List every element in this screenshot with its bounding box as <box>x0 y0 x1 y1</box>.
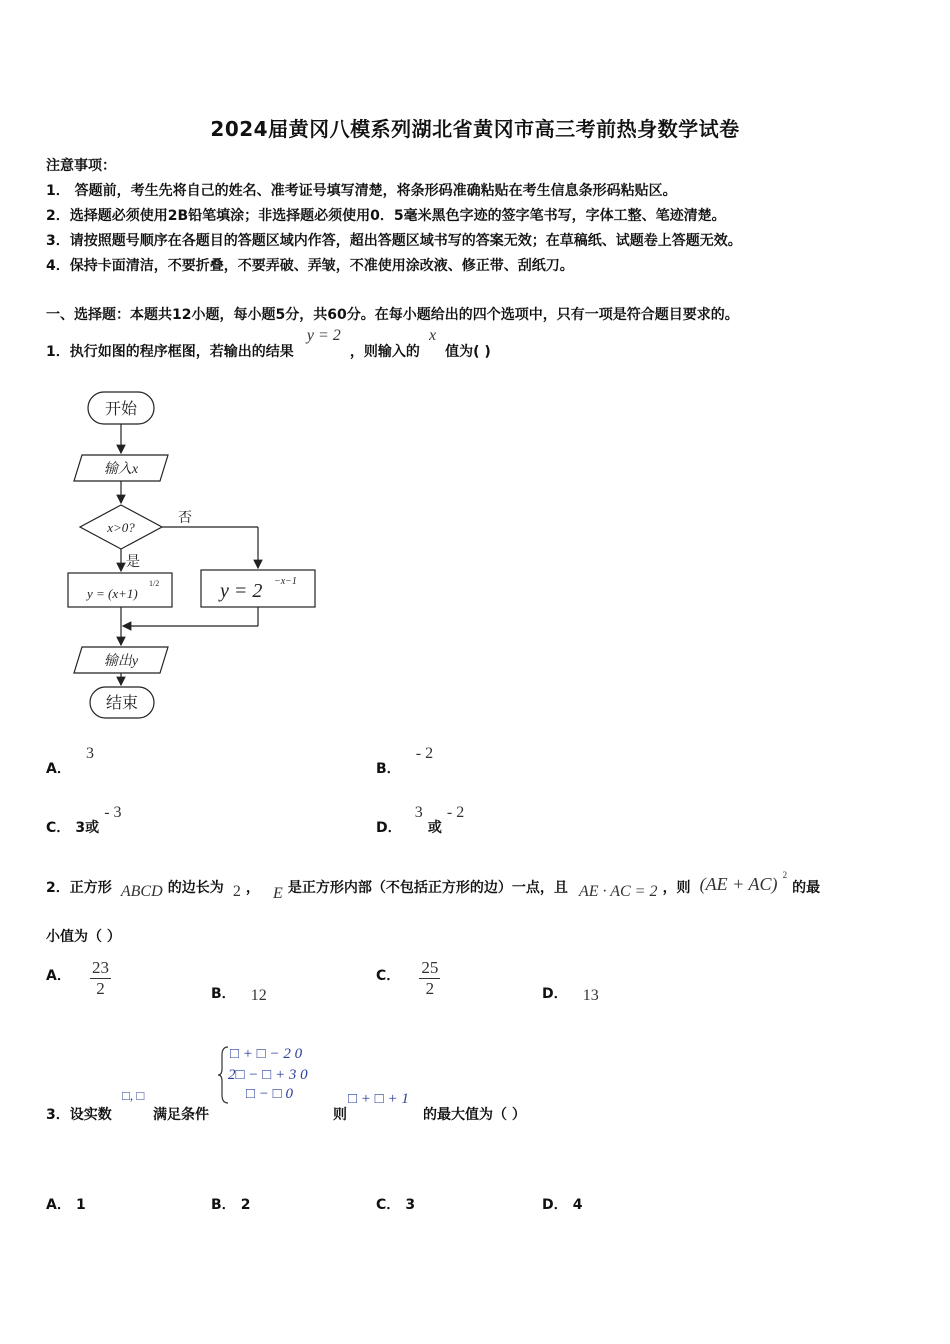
page-title: 2024届黄冈八模系列湖北省黄冈市高三考前热身数学试卷 <box>210 117 740 141</box>
q3-option-a-value: 1 <box>75 1197 86 1213</box>
q1-text-a: 1．执行如图的程序框图，若输出的结果 <box>46 344 294 360</box>
q3-text-b: 满足条件 <box>153 1107 209 1123</box>
q1-option-c[interactable] <box>46 802 122 836</box>
q2-option-b-value: 12 <box>250 987 267 1004</box>
notice-item-2: 2．选择题必须使用2B铅笔填涂；非选择题必须使用0．5毫米黑色字迹的签字笔书写，字体工整、笔迹清楚。 <box>46 208 726 224</box>
q1-option-a-label: A． <box>46 761 71 777</box>
notice-heading: 注意事项： <box>46 158 116 174</box>
q3-option-c-value: 3 <box>405 1197 416 1213</box>
q1-math-y: y = 2 <box>306 327 341 344</box>
flow-end-label: 结束 <box>105 695 139 712</box>
q2-option-b[interactable] <box>211 983 267 1003</box>
q2-option-c-denominator: 2 <box>425 979 435 998</box>
q2-text-d: 是正方形内部（不包括正方形的边）一点，且 <box>287 880 568 896</box>
flow-left-exponent: 1/2 <box>149 579 160 588</box>
q2-text-b: 的边长为 <box>167 880 224 896</box>
q2-text-continued: 小值为（ ） <box>46 929 121 945</box>
q3-option-c[interactable] <box>376 1194 415 1214</box>
q3-option-c-label: C． <box>376 1197 401 1213</box>
flow-decision-label: x>0? <box>107 520 135 535</box>
q3-option-a[interactable] <box>46 1194 86 1214</box>
notice-item-3: 3．请按照题号顺序在各题目的答题区域内作答，超出答题区域书写的答案无效；在草稿纸、试题卷上答题无效。 <box>46 233 742 249</box>
flow-right-exponent: −x−1 <box>274 576 297 587</box>
q2-math-square: 2 <box>782 870 788 880</box>
flow-left-formula: y = (x+1) <box>87 586 138 601</box>
q2-option-c-fraction <box>419 958 440 999</box>
q3-option-b-label: B． <box>211 1197 236 1213</box>
q1-option-c-extra: - 3 <box>104 804 122 821</box>
q2-option-d[interactable] <box>542 983 599 1003</box>
q3-system-line-3: □ − □ 0 <box>246 1086 293 1102</box>
q1-text-c: 值为( ) <box>445 344 491 360</box>
q2-option-d-value: 13 <box>582 987 599 1004</box>
q2-math-2: 2 <box>232 883 241 900</box>
q2-option-c-label: C． <box>376 968 401 984</box>
flow-input-label: 输入x <box>103 462 139 477</box>
q3-option-a-label: A． <box>46 1197 71 1213</box>
q2-option-a-numerator: 23 <box>91 958 109 977</box>
q1-math-x: x <box>428 327 437 344</box>
q2-option-a-denominator: 2 <box>96 979 105 998</box>
flow-start-label: 开始 <box>104 401 138 418</box>
q3-text-a: 3．设实数 <box>46 1107 112 1123</box>
q2-option-a-label: A． <box>46 968 71 984</box>
question-1-stem <box>46 325 491 360</box>
q2-math-abcd: ABCD <box>120 883 163 900</box>
flow-yes-label: 是 <box>126 555 140 570</box>
q2-option-c[interactable] <box>376 958 440 999</box>
q3-objective: □ + □ + 1 <box>348 1091 409 1107</box>
q2-option-c-numerator: 25 <box>421 958 439 977</box>
q1-option-c-label: C． <box>46 820 71 836</box>
q1-option-d[interactable] <box>376 802 465 836</box>
q3-option-d-label: D． <box>542 1197 568 1213</box>
q2-option-a-fraction <box>90 958 111 999</box>
q1-text-b: ，则输入的 <box>349 344 420 360</box>
q1-option-c-value: 3或 <box>75 820 100 836</box>
q1-option-b-value: - 2 <box>415 745 434 762</box>
q3-system-line-1: □ + □ − 2 0 <box>230 1046 303 1062</box>
q2-option-d-label: D． <box>542 986 568 1002</box>
flow-no-label: 否 <box>178 511 192 526</box>
q2-math-e: E <box>273 885 283 902</box>
q1-option-a-value: 3 <box>85 745 94 762</box>
q3-option-d[interactable] <box>542 1194 582 1214</box>
q1-option-a[interactable] <box>46 743 94 777</box>
q2-math-condition: AE · AC = 2 <box>578 883 658 900</box>
q1-option-d-label: D． <box>376 820 402 836</box>
q1-flowchart <box>60 385 330 725</box>
q3-option-d-value: 4 <box>572 1197 583 1213</box>
q2-text-a: 2．正方形 <box>46 880 112 896</box>
q2-option-b-label: B． <box>211 986 236 1002</box>
q1-option-d-extra: - 2 <box>446 804 465 821</box>
q2-text-e: ，则 <box>662 880 691 896</box>
q3-text-c: 则 <box>333 1107 347 1123</box>
question-2-stem <box>46 864 821 902</box>
section-heading: 一、选择题：本题共12小题，每小题5分，共60分。在每小题给出的四个选项中，只有一项是符合题目要求的。 <box>46 307 739 323</box>
q1-option-b[interactable] <box>376 743 434 777</box>
q3-text-d: 的最大值为（ ） <box>423 1107 526 1123</box>
notice-item-1: 1． 答题前，考生先将自己的姓名、准考证号填写清楚，将条形码准确粘贴在考生信息条形码粘贴区。 <box>46 183 677 199</box>
q2-text-c: ， <box>245 880 260 896</box>
q2-text-f: 的最 <box>792 880 821 896</box>
q3-variables: □, □ <box>122 1088 145 1103</box>
q3-system-line-2: 2□ − □ + 3 0 <box>228 1067 308 1083</box>
flow-output-label: 输出y <box>103 654 139 669</box>
q1-option-b-label: B． <box>376 761 401 777</box>
q3-option-b[interactable] <box>211 1194 251 1214</box>
q1-option-d-mid: 或 <box>427 820 442 836</box>
notice-item-4: 4．保持卡面清洁，不要折叠，不要弄破、弄皱，不准使用涂改液、修正带、刮纸刀。 <box>46 258 574 274</box>
q3-option-b-value: 2 <box>240 1197 251 1213</box>
flow-right-formula: y = 2 <box>220 580 263 602</box>
q2-math-expression: (AE + AC) <box>699 874 778 894</box>
q1-option-d-value: 3 <box>414 804 423 821</box>
q2-option-a[interactable] <box>46 958 111 999</box>
